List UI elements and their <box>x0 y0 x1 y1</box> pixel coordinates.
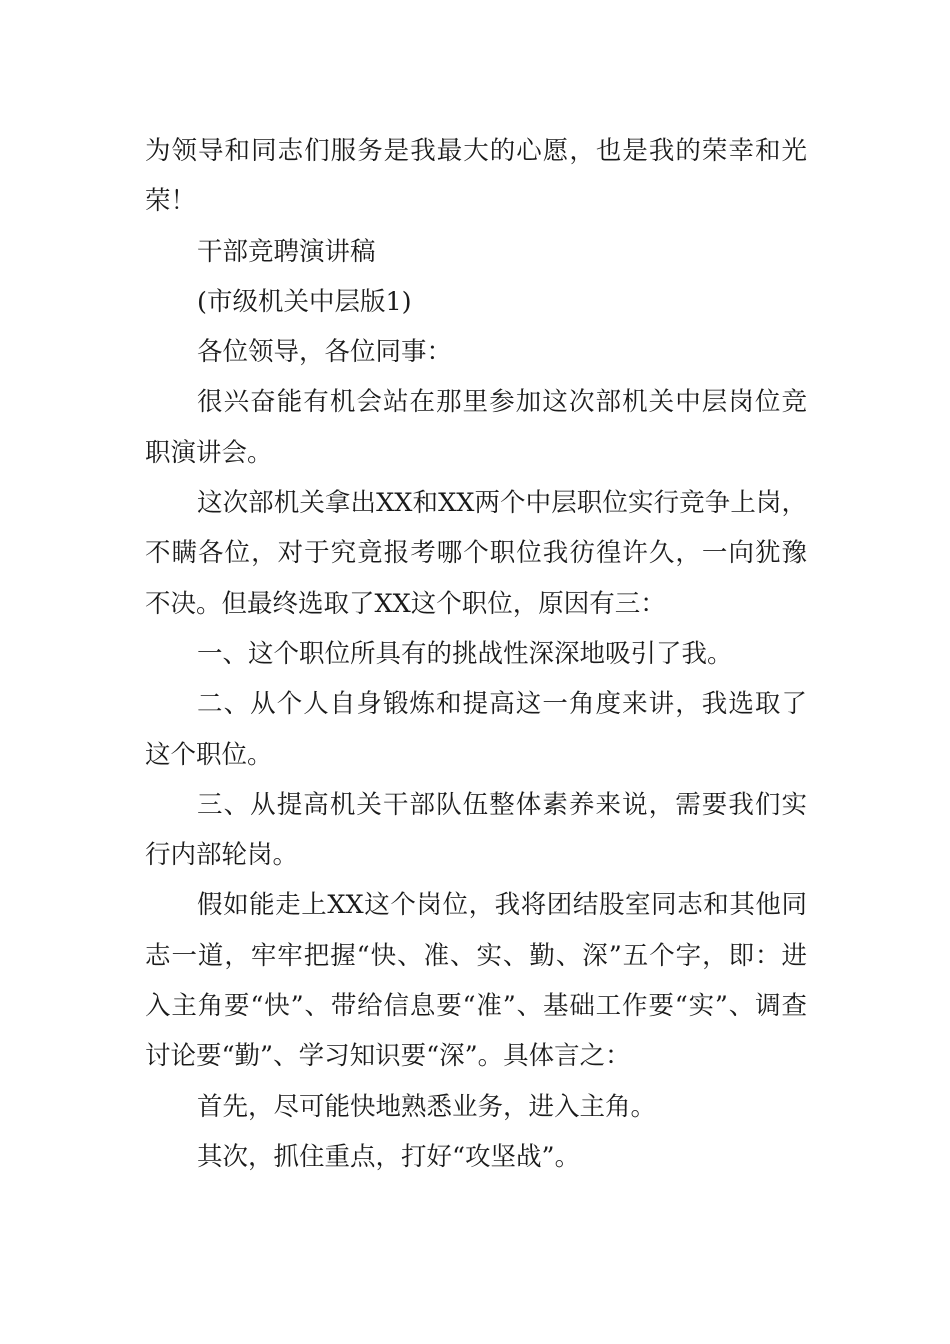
paragraph-salutation: 各位领导，各位同事： <box>197 337 453 368</box>
document-body <box>145 126 807 1182</box>
paragraph-reason-three: 三、从提高机关干部队伍整体素养来说，需要我们实行内部轮岗。 <box>145 789 807 871</box>
paragraph-subtitle: (市级机关中层版1) <box>197 286 412 317</box>
paragraph-first-point: 首先，尽可能快地熟悉业务，进入主角。 <box>197 1091 657 1122</box>
paragraph-reason-one: 一、这个职位所具有的挑战性深深地吸引了我。 <box>197 638 733 669</box>
paragraph-title: 干部竞聘演讲稿 <box>197 236 376 267</box>
paragraph-opening: 很兴奋能有机会站在那里参加这次部机关中层岗位竞职演讲会。 <box>145 387 807 468</box>
paragraph-closing-line: 为领导和同志们服务是我最大的心愿，也是我的荣幸和光荣！ <box>145 136 807 217</box>
paragraph-position-choice: 这次部机关拿出XX和XX两个中层职位实行竞争上岗，不瞒各位，对于究竟报考哪个职位我彷徨许久，一向犹豫不决。但最终选取了XX这个职位，原因有三： <box>145 488 807 619</box>
paragraph-second-point: 其次，抓住重点，打好“攻坚战”。 <box>197 1141 581 1172</box>
paragraph-reason-two: 二、从个人自身锻炼和提高这一角度来讲，我选取了这个职位。 <box>145 689 807 770</box>
paragraph-five-words: 假如能走上XX这个岗位，我将团结股室同志和其他同志一道，牢牢把握“快、准、实、勤、深”五个字，即：进入主角要“快”、带给信息要“准”、基础工作要“实”、调查讨论要“勤”、学习知识要“深”。具体言之： <box>145 890 807 1072</box>
